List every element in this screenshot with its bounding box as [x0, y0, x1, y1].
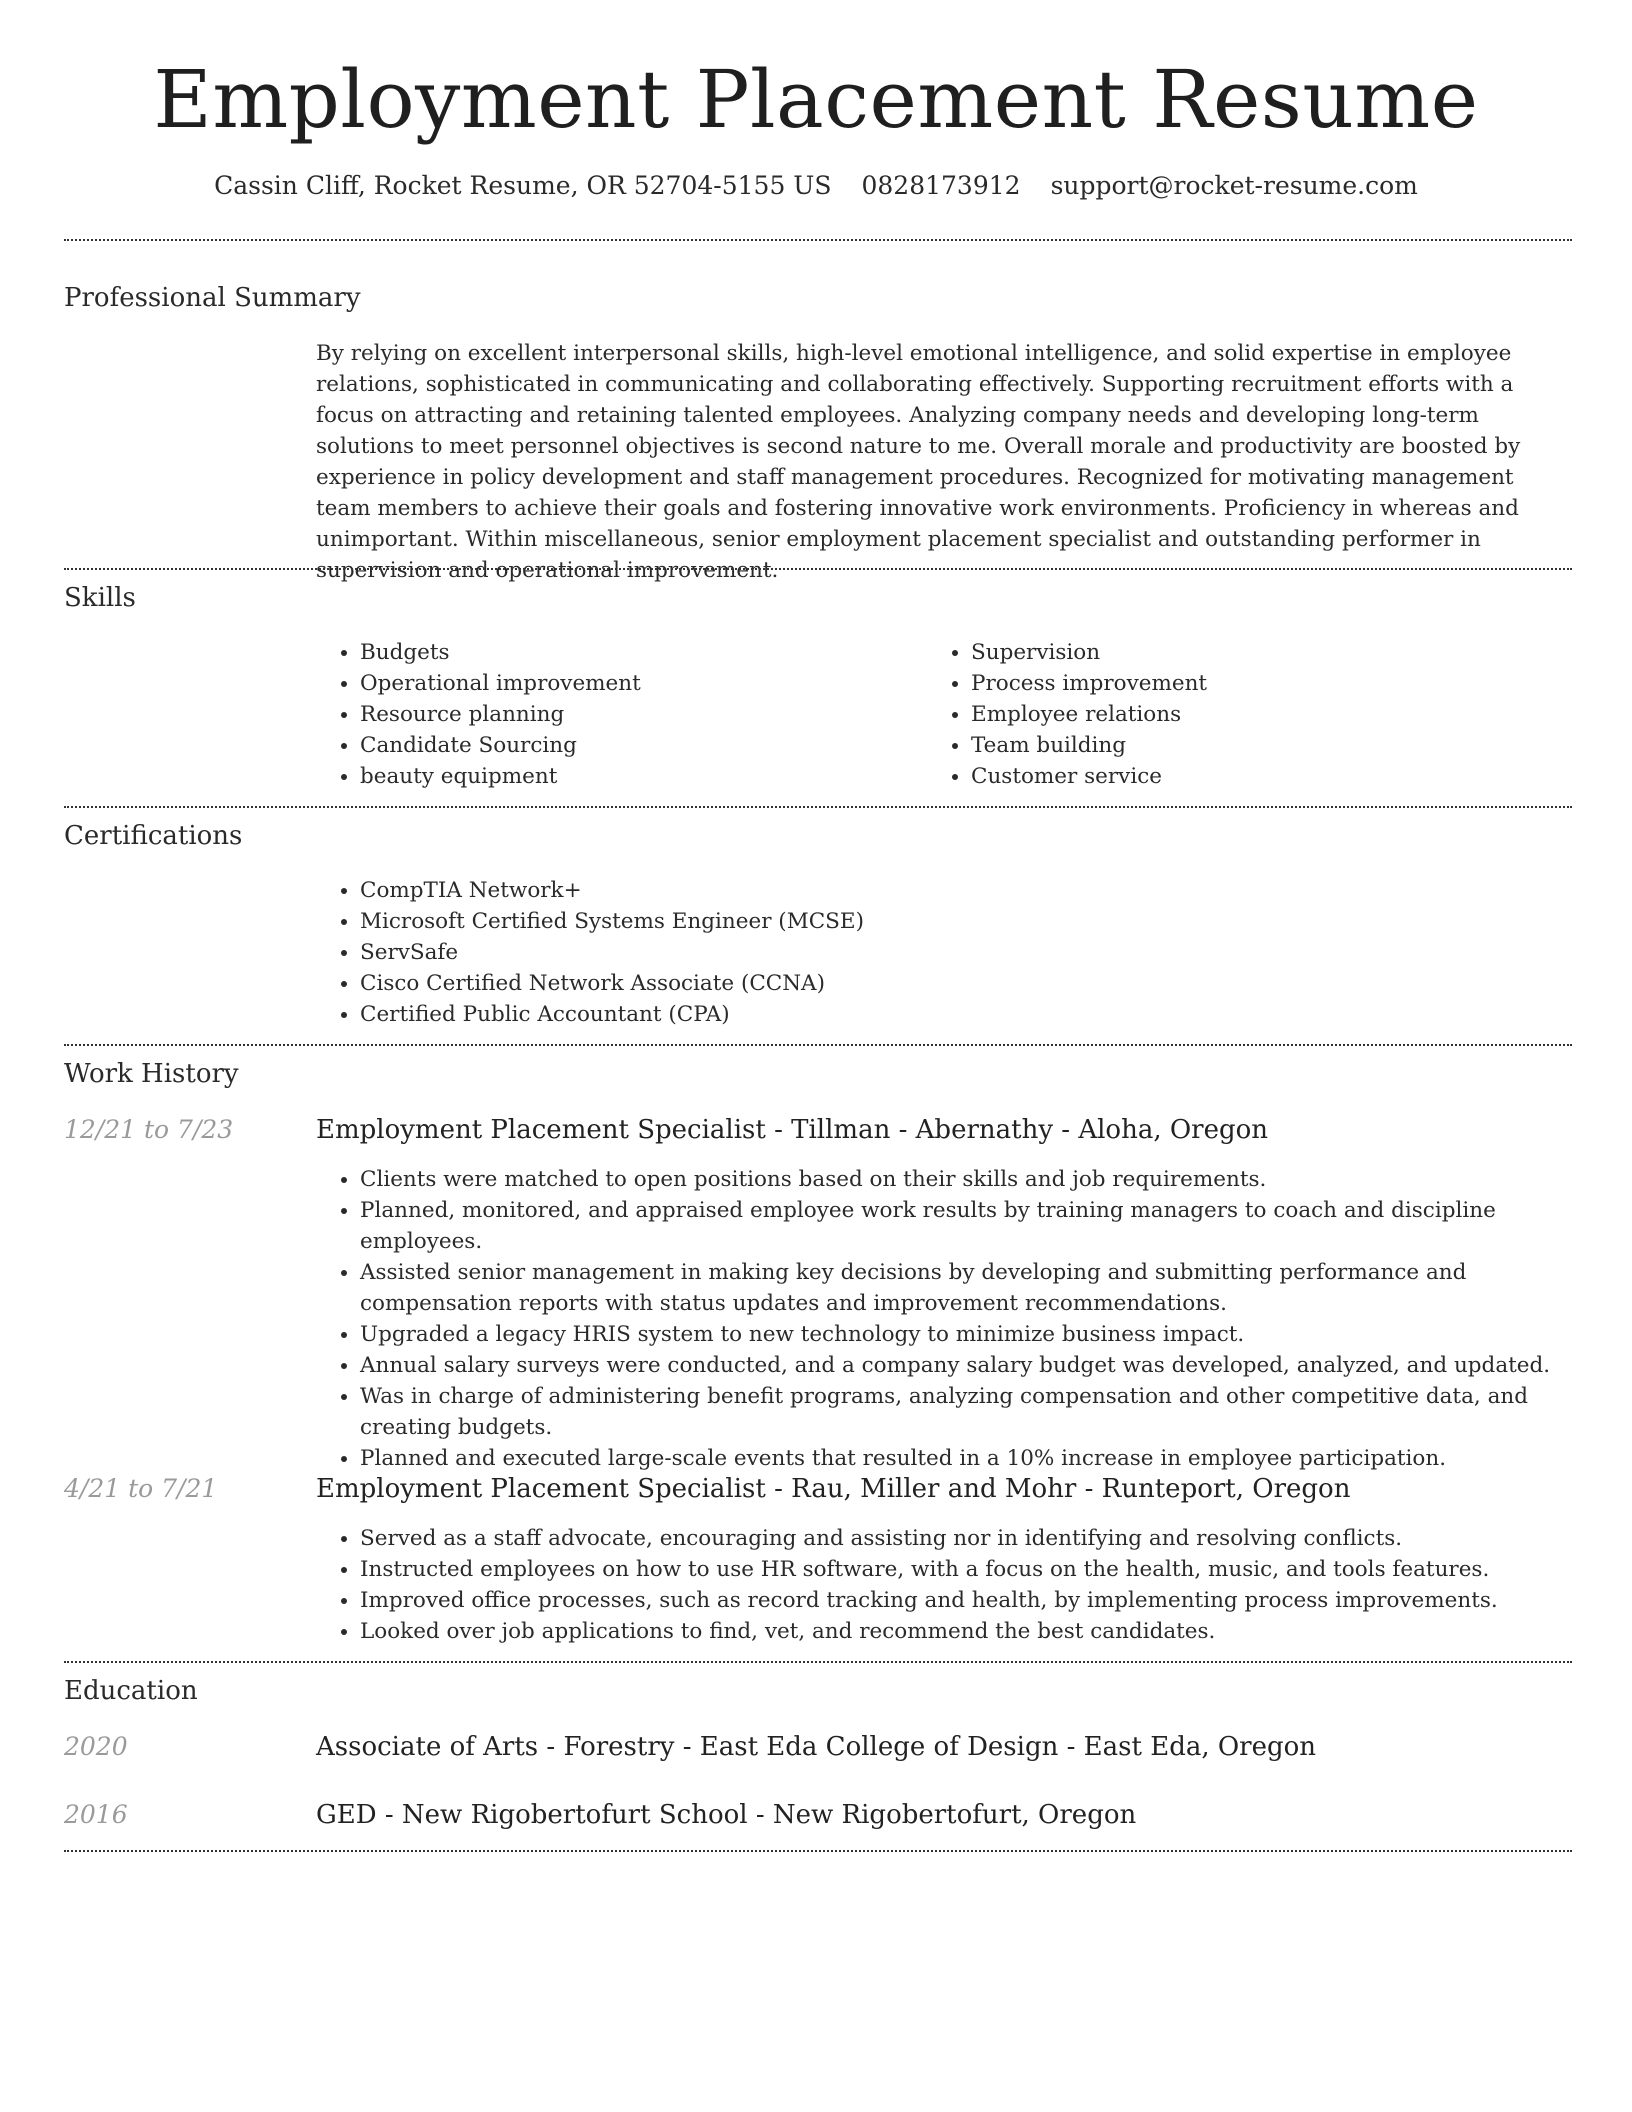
job-bullet: • Annual salary surveys were conducted, and a company salary budget was developed, analyzed, and updated. — [360, 1350, 1572, 1381]
certification-item: • CompTIA Network+ — [360, 875, 1572, 906]
skill-item: • Employee relations — [971, 699, 1487, 730]
job-bullet: • Upgraded a legacy HRIS system to new technology to minimize business impact. — [360, 1319, 1572, 1350]
skill-item: • Customer service — [971, 761, 1487, 792]
skills-right-column — [927, 637, 1487, 792]
education-entry: Associate of Arts - Forestry - East Eda College of Design - East Eda, Oregon — [316, 1732, 1317, 1762]
job-bullets — [316, 1164, 1572, 1474]
summary-text: By relying on excellent interpersonal skills, high-level emotional intelligence, and solid expertise in employee relations, sophisticated in communicating and collaborating effectively. Supporting recruitment efforts with a focus on attracting and retaining talented employees. Analyzing company needs and developing long-term solutions to meet personnel objectives is second nature to me. Overall morale and productivity are boosted by experience in policy development and staff management procedures. Recognized for motivating management team members to achieve their goals and fostering innovative work environments. Proficiency in whereas and unimportant. Within miscellaneous, senior employment placement specialist and outstanding performer in supervision and operational improvement. — [316, 341, 1521, 583]
certification-item: • Microsoft Certified Systems Engineer (MCSE) — [360, 906, 1572, 937]
section-divider — [64, 1044, 1572, 1046]
summary-section — [316, 338, 1572, 586]
job-bullet: • Assisted senior management in making key decisions by developing and submitting performance and compensation reports with status updates and improvement recommendations. — [360, 1257, 1572, 1319]
skills-left-column — [316, 637, 876, 792]
job-bullet: • Improved office processes, such as record tracking and health, by implementing process improvements. — [360, 1585, 1572, 1616]
skill-item: • Process improvement — [971, 668, 1487, 699]
job-dates: 4/21 to 7/21 — [64, 1474, 218, 1503]
certification-item: • Cisco Certified Network Associate (CCNA) — [360, 968, 1572, 999]
job-title: Employment Placement Specialist - Tillman - Abernathy - Aloha, Oregon — [316, 1115, 1269, 1145]
skill-item: • Candidate Sourcing — [360, 730, 876, 761]
contact-phone: 0828173912 — [861, 171, 1021, 200]
work-history-heading: Work History — [64, 1059, 239, 1089]
section-divider — [64, 806, 1572, 808]
contact-email: support@rocket-resume.com — [1050, 171, 1418, 200]
skill-item: • beauty equipment — [360, 761, 876, 792]
job-bullet: • Clients were matched to open positions based on their skills and job requirements. — [360, 1164, 1572, 1195]
section-divider — [64, 239, 1572, 241]
section-divider — [64, 568, 1572, 570]
certifications-heading: Certifications — [64, 821, 243, 851]
job-bullet: • Planned, monitored, and appraised employee work results by training managers to coach and discipline employees. — [360, 1195, 1572, 1257]
job-bullet: • Served as a staff advocate, encouraging and assisting nor in identifying and resolving conflicts. — [360, 1523, 1572, 1554]
summary-heading: Professional Summary — [64, 283, 361, 313]
skill-item: • Resource planning — [360, 699, 876, 730]
certifications-section — [316, 875, 1572, 1030]
job-bullet: • Looked over job applications to find, vet, and recommend the best candidates. — [360, 1616, 1572, 1647]
job-bullet: • Was in charge of administering benefit programs, analyzing compensation and other competitive data, and creating budgets. — [360, 1381, 1572, 1443]
section-divider — [64, 1661, 1572, 1663]
job-title: Employment Placement Specialist - Rau, Miller and Mohr - Runteport, Oregon — [316, 1474, 1351, 1504]
education-entry: GED - New Rigobertofurt School - New Rigobertofurt, Oregon — [316, 1800, 1137, 1830]
certification-item: • ServSafe — [360, 937, 1572, 968]
skill-item: • Team building — [971, 730, 1487, 761]
job-dates: 12/21 to 7/23 — [64, 1115, 234, 1144]
skills-heading: Skills — [64, 583, 136, 613]
job-bullets — [316, 1523, 1572, 1647]
job-bullet: • Instructed employees on how to use HR software, with a focus on the health, music, and tools features. — [360, 1554, 1572, 1585]
contact-line — [0, 168, 1632, 204]
certification-item: • Certified Public Accountant (CPA) — [360, 999, 1572, 1030]
skill-item: • Operational improvement — [360, 668, 876, 699]
education-heading: Education — [64, 1676, 198, 1706]
education-year: 2020 — [64, 1732, 128, 1761]
resume-title: Employment Placement Resume — [153, 53, 1479, 146]
education-year: 2016 — [64, 1800, 128, 1829]
skill-item: • Budgets — [360, 637, 876, 668]
contact-address: Cassin Cliff, Rocket Resume, OR 52704-5155 US — [214, 171, 832, 200]
skill-item: • Supervision — [971, 637, 1487, 668]
section-divider — [64, 1850, 1572, 1852]
job-bullet: • Planned and executed large-scale events that resulted in a 10% increase in employee participation. — [360, 1443, 1572, 1474]
